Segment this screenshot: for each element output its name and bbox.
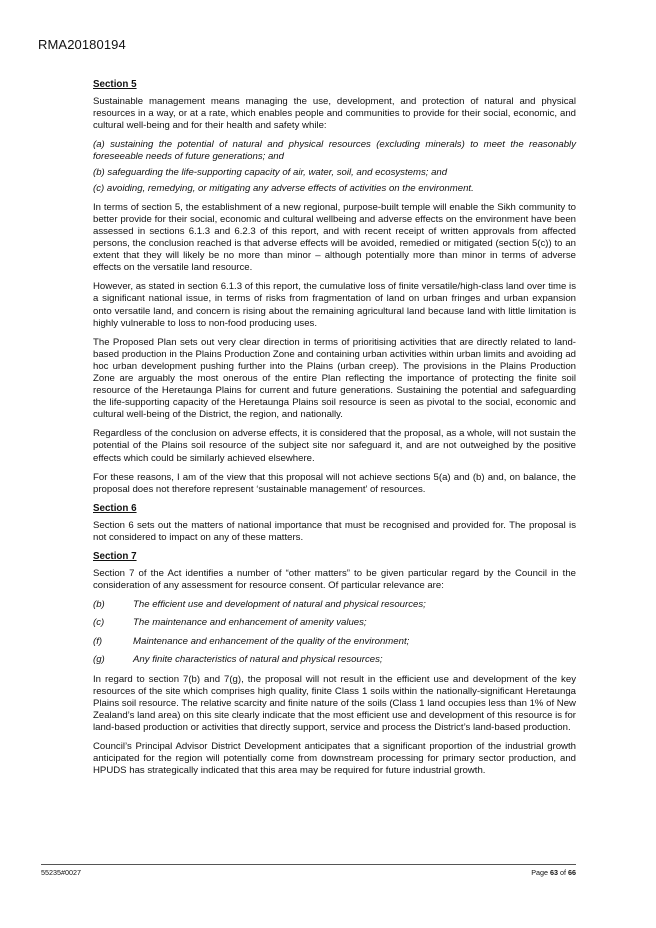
page-label: Page bbox=[531, 868, 548, 877]
list-item-text: The maintenance and enhancement of amenity values; bbox=[133, 617, 367, 629]
list-item-text: The efficient use and development of natural and physical resources; bbox=[133, 599, 426, 611]
section-5-heading: Section 5 bbox=[93, 79, 137, 90]
section-7-paragraph: Council’s Principal Advisor District Development anticipates that a significant proportion of the industrial growth anticipated for the region will potentially come from downstream processing for primary sector production, and HPUDS has strategically indicated that this area may be required for future industrial growth. bbox=[93, 741, 576, 777]
section-6-heading: Section 6 bbox=[93, 502, 137, 514]
page-of: of bbox=[560, 868, 566, 877]
list-item-key: (f) bbox=[93, 635, 103, 647]
document-id: RMA20180194 bbox=[38, 37, 126, 52]
page-content bbox=[93, 79, 576, 785]
section-5-intro: Sustainable management means managing the use, development, and protection of natural and physical resources in a way, or at a rate, which enables people and communities to provide for their social, economic, and cultural well-being and for their health and safety while: bbox=[93, 96, 576, 132]
page-footer bbox=[41, 864, 576, 877]
footer-reference: 55235#0027 bbox=[41, 868, 81, 877]
section-5-paragraph: Regardless of the conclusion on adverse effects, it is considered that the proposal, as a whole, will not sustain the potential of the Plains soil resource of the subject site nor safeguard it, and are not outweighed by the positive effects which could be similarly achieved elsewhere. bbox=[93, 428, 576, 464]
list-item-key: (c) bbox=[93, 617, 105, 629]
list-item-text: Maintenance and enhancement of the quality of the environment; bbox=[133, 635, 410, 647]
section-6-paragraph: Section 6 sets out the matters of national importance that must be recognised and provided for. The proposal is not considered to impact on any of these matters. bbox=[93, 519, 576, 543]
section-7-list-item bbox=[93, 599, 576, 611]
section-5-paragraph: In terms of section 5, the establishment of a new regional, purpose-built temple will enable the Sikh community to better provide for their social, economic and cultural wellbeing and adverse effects on the environment have been assessed in sections 6.1.3 and 6.2.3 of this report, and with recent receipt of written approvals from affected persons, the conclusion reached is that adverse effects will be avoided, remedied or mitigated (section 5(c)) to an extent that they will likely be no more than minor – although potentially more than minor in terms of adverse effects on the versatile land resource. bbox=[93, 201, 576, 274]
page-number bbox=[531, 868, 576, 877]
list-item-key: (b) bbox=[93, 599, 105, 611]
section-5-paragraph: For these reasons, I am of the view that this proposal will not achieve sections 5(a) and (b) and, on balance, the proposal does not therefore represent ‘sustainable management’ of resources. bbox=[93, 471, 576, 495]
section-5-paragraph: However, as stated in section 6.1.3 of this report, the cumulative loss of finite versatile/high-class land over time is a significant national issue, in terms of risks from fragmentation of land on urban fringes and urban expansion onto versatile land, and concern is rising about the remaining agricultural land because land with little limitation is highly vulnerable to loss to non-food producing uses. bbox=[93, 281, 576, 329]
page-current: 63 bbox=[550, 868, 558, 877]
section-7-intro: Section 7 of the Act identifies a number of “other matters” to be given particular regard by the Council in the consideration of any assessment for resource consent. Of particular relevance are: bbox=[93, 568, 576, 592]
section-5-item-b: (b) safeguarding the life-supporting capacity of air, water, soil, and ecosystems; and bbox=[93, 167, 448, 179]
page-total: 66 bbox=[568, 868, 576, 877]
section-7-heading: Section 7 bbox=[93, 551, 137, 563]
list-item-text: Any finite characteristics of natural and physical resources; bbox=[133, 653, 383, 665]
section-7-list-item bbox=[93, 617, 576, 629]
section-7-list-item bbox=[93, 636, 576, 648]
section-7-list-item bbox=[93, 654, 576, 666]
section-7-paragraph: In regard to section 7(b) and 7(g), the proposal will not result in the efficient use and development of the key resources of the site which comprises high quality, finite Class 1 soils within the nationally-significant Heretaunga Plains soil resource. The relative scarcity and finite nature of the soils (Class 1 land occupies less than 1% of New Zealand’s land area) on this site clearly indicate that the most efficient use and development of this resource is for land-based production or activities that directly support, service and process the District’s land-based production. bbox=[93, 673, 576, 734]
section-5-item-c: (c) avoiding, remedying, or mitigating any adverse effects of activities on the environment. bbox=[93, 182, 474, 194]
section-5-paragraph: The Proposed Plan sets out very clear direction in terms of prioritising activities that are directly related to land-based production in the Plains Production Zone and containing urban activities within urban limits and avoiding ad hoc urban development pushing further into the Plains (urban creep). The provisions in the Plains Production Zone are arguably the most onerous of the entire Plan reflecting the importance of protecting the finite soil resource of the Heretaunga Plains for current and future generations. Sustaining the potential and safeguarding the life-supporting capacity of the Heretaunga Plains soil resource is seen as pivotal to the social, economic and cultural well-being of the District, the region, and nationally. bbox=[93, 336, 576, 421]
list-item-key: (g) bbox=[93, 653, 105, 665]
section-5-item-a: (a) sustaining the potential of natural and physical resources (excluding minerals) to meet the reasonably foreseeable needs of future generations; and bbox=[93, 139, 576, 163]
